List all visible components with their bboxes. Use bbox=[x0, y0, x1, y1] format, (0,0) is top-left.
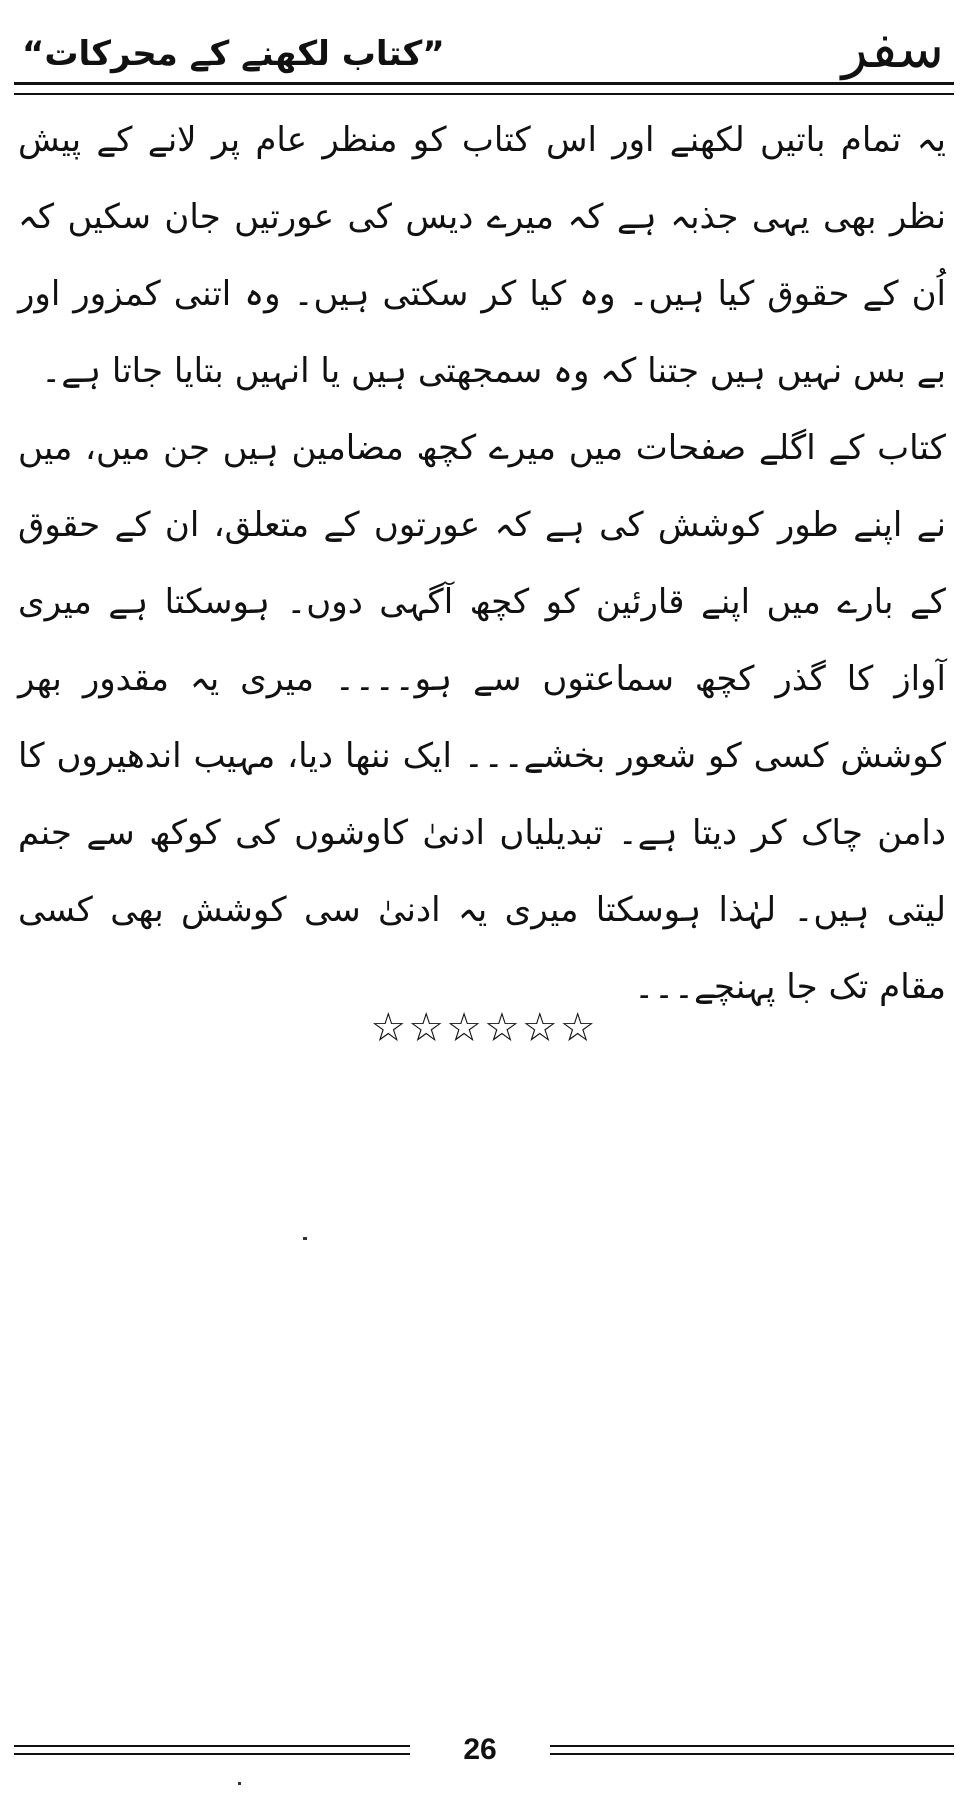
footer-divider-right bbox=[550, 1745, 954, 1755]
chapter-title: ”کتاب لکھنے کے محرکات“ bbox=[22, 34, 445, 74]
scan-speck bbox=[238, 1782, 241, 1785]
footer-divider-left bbox=[14, 1745, 410, 1755]
paragraph: کتاب کے اگلے صفحات میں میرے کچھ مضامین ہیں جن میں، میں نے اپنے طور کوشش کی ہے کہ عورتوں کے متعلق، ان کے حقوق کے بارے میں اپنے قارئین کو کچھ آگہی دوں۔ ہوسکتا ہے میری آواز کا گذر کچھ سماعتوں سے ہو۔۔۔۔ میری یہ مقدور بھر کوشش کسی کو شعور بخشے۔۔۔ ایک ننھا دیا، مہیب اندھیروں کا دامن چاک کر دیتا ہے۔ تبدیلیاں ادنیٰ کاوشوں کی کوکھ سے جنم لیتی ہیں۔ لہٰذا ہوسکتا میری یہ ادنیٰ سی کوشش بھی کسی مقام تک جا پہنچے۔۔۔ bbox=[18, 428, 946, 1007]
header-divider bbox=[14, 82, 954, 95]
page-number: 26 bbox=[463, 1733, 497, 1766]
paragraph: یہ تمام باتیں لکھنے اور اس کتاب کو منظر عام پر لانے کے پیش نظر بھی یہی جذبہ ہے کہ میرے دیس کی عورتیں جان سکیں کہ اُن کے حقوق کیا ہیں۔ وہ کیا کر سکتی ہیں۔ وہ اتنی کمزور اور بے بس نہیں ہیں جتنا کہ وہ سمجھتی ہیں یا انہیں بتایا جاتا ہے۔ bbox=[18, 120, 946, 391]
book-title: سفر bbox=[841, 17, 944, 80]
stars-ornament: ☆☆☆☆☆☆ bbox=[370, 1005, 598, 1051]
scan-speck bbox=[303, 1237, 307, 1240]
body-text bbox=[18, 102, 946, 1026]
